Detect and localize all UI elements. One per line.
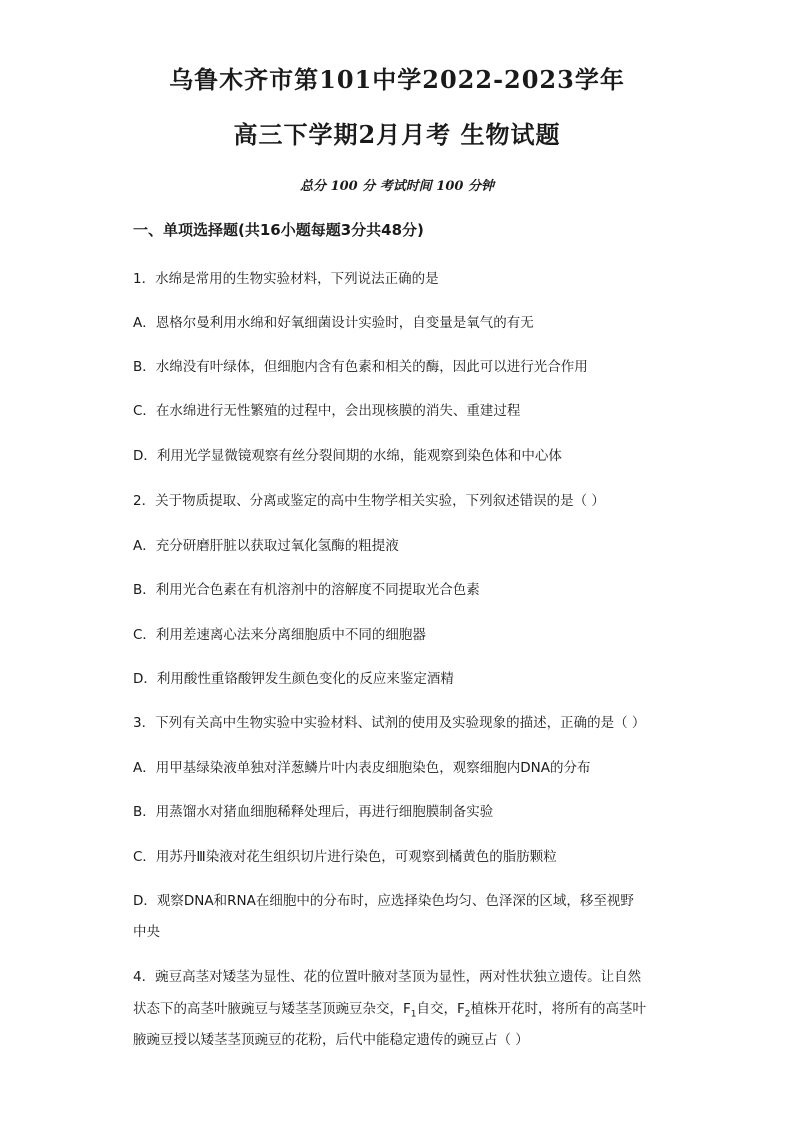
- q4-line2-part-c: 植株开花时，将所有的高茎叶: [470, 1001, 646, 1017]
- question-1-option-b: B．水绵没有叶绿体，但细胞内含有色素和相关的酶，因此可以进行光合作用: [133, 359, 588, 375]
- question-1-option-c: C．在水绵进行无性繁殖的过程中，会出现核膜的消失、重建过程: [133, 403, 521, 419]
- question-3-option-b: B．用蒸馏水对猪血细胞稀释处理后，再进行细胞膜制备实验: [133, 804, 494, 820]
- section-heading: 一、单项选择题(共16小题每题3分共48分): [133, 221, 424, 239]
- question-2-stem: 2．关于物质提取、分离或鉴定的高中生物学相关实验，下列叙述错误的是（ ）: [133, 493, 605, 509]
- exam-title-line2: 高三下学期2月月考 生物试题: [233, 120, 561, 149]
- question-3-option-c: C．用苏丹Ⅲ染液对花生组织切片进行染色，可观察到橘黄色的脂肪颗粒: [133, 849, 557, 865]
- question-1-option-a: A．恩格尔曼利用水绵和好氧细菌设计实验时，自变量是氧气的有无: [133, 315, 534, 331]
- question-4-line3: 腋豌豆授以矮茎茎顶豌豆的花粉，后代中能稳定遗传的豌豆占（ ）: [133, 1032, 529, 1048]
- question-2-option-b: B．利用光合色素在有机溶剂中的溶解度不同提取光合色素: [133, 582, 480, 598]
- question-1-option-d: D．利用光学显微镜观察有丝分裂间期的水绵，能观察到染色体和中心体: [133, 448, 562, 464]
- question-2-option-c: C．利用差速离心法来分离细胞质中不同的细胞器: [133, 627, 426, 643]
- question-2-option-a: A．充分研磨肝脏以获取过氧化氢酶的粗提液: [133, 538, 399, 554]
- question-3-stem: 3．下列有关高中生物实验中实验材料、试剂的使用及实验现象的描述，正确的是（ ）: [133, 715, 646, 731]
- f2-subscript: 2: [464, 1009, 471, 1020]
- q4-line2-part-a: 状态下的高茎叶腋豌豆与矮茎茎顶豌豆杂交，F: [133, 1001, 411, 1017]
- f1-subscript: 1: [410, 1009, 417, 1020]
- question-3-option-a: A．用甲基绿染液单独对洋葱鳞片叶内表皮细胞染色，观察细胞内DNA的分布: [133, 760, 591, 776]
- question-3-option-d-line2: 中央: [133, 924, 160, 940]
- q4-line2-part-b: 自交，F: [416, 1001, 465, 1017]
- exam-title-line1: 乌鲁木齐市第101中学2022-2023学年: [169, 65, 625, 94]
- exam-subtitle: 总分 100 分 考试时间 100 分钟: [300, 179, 494, 194]
- question-3-option-d-line1: D．观察DNA和RNA在细胞中的分布时，应选择染色均匀、色泽深的区域，移至视野: [133, 893, 634, 909]
- question-1-stem: 1．水绵是常用的生物实验材料，下列说法正确的是: [133, 271, 439, 287]
- question-4-line1: 4．豌豆高茎对矮茎为显性、花的位置叶腋对茎顶为显性，两对性状独立遗传。让自然: [133, 969, 642, 985]
- question-2-option-d: D．利用酸性重铬酸钾发生颜色变化的反应来鉴定酒精: [133, 671, 454, 687]
- question-4-line2: [133, 1001, 673, 1020]
